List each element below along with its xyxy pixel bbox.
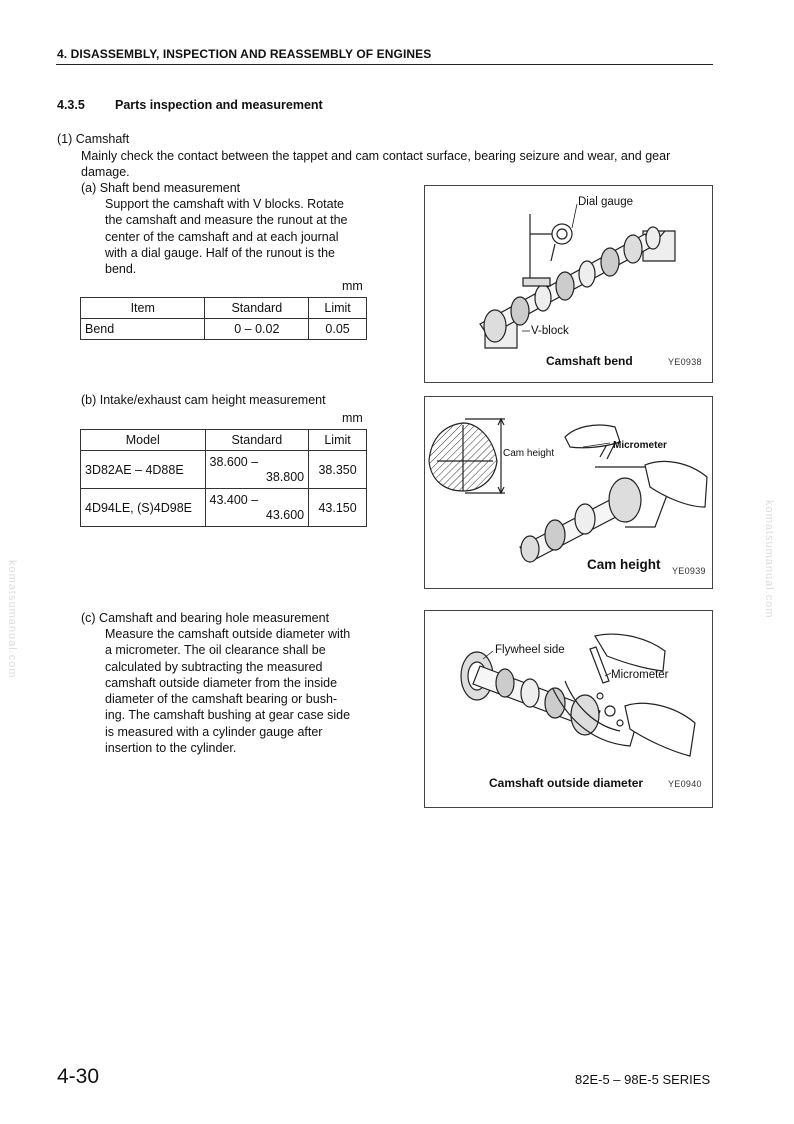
shaft-bend-line: bend. — [105, 262, 137, 277]
cam-height-table — [80, 429, 367, 527]
camshaft-intro-line-2: damage. — [81, 165, 130, 179]
table-cell: Bend — [81, 319, 205, 340]
header-rule — [56, 64, 713, 65]
series-label: 82E-5 – 98E-5 SERIES — [575, 1072, 711, 1087]
bearing-hole-line: Measure the camshaft outside diameter with — [105, 627, 351, 641]
standard-upper: 38.800 — [265, 469, 305, 484]
section-number: 4.3.5 — [57, 98, 85, 112]
shaft-bend-line: the camshaft and measure the runout at the — [105, 213, 348, 228]
figure-camshaft-bend — [424, 185, 713, 383]
bearing-hole-heading: (c) Camshaft and bearing hole measurement — [81, 611, 330, 625]
bearing-hole-paragraph — [105, 626, 366, 756]
section-title: Parts inspection and measurement — [115, 98, 323, 112]
table-cell-standard — [205, 451, 309, 489]
shaft-bend-unit: mm — [342, 279, 363, 293]
table-cell-limit: 38.350 — [309, 451, 367, 489]
table-header-cell: Limit — [309, 298, 367, 319]
bearing-hole-line: insertion to the cylinder. — [105, 741, 237, 756]
standard-lower: 38.600 – — [209, 454, 259, 469]
table-header-cell: Item — [81, 298, 205, 319]
table-header-cell: Standard — [205, 298, 309, 319]
running-header: 4. DISASSEMBLY, INSPECTION AND REASSEMBLY OF ENGINES — [57, 47, 432, 61]
camshaft-bend-illustration — [425, 186, 712, 382]
shaft-bend-line: with a dial gauge. Half of the runout is the — [105, 245, 336, 260]
figure-code: YE0938 — [668, 357, 702, 367]
watermark-right: komatsumanual.com — [763, 500, 775, 619]
bearing-hole-line: ing. The camshaft bushing at gear case side — [105, 708, 351, 723]
table-row — [81, 489, 367, 527]
shaft-bend-line: center of the camshaft and at each journal — [105, 229, 339, 244]
shaft-bend-heading: (a) Shaft bend measurement — [81, 181, 241, 195]
table-cell: 0.05 — [309, 319, 367, 340]
figure-code: YE0939 — [672, 566, 706, 576]
page-number: 4-30 — [57, 1065, 100, 1088]
table-cell-limit: 43.150 — [309, 489, 367, 527]
bearing-hole-line: camshaft outside diameter from the inside — [105, 675, 338, 690]
standard-lower: 43.400 – — [209, 492, 259, 507]
camshaft-heading: (1) Camshaft — [57, 132, 130, 146]
label-micrometer: Micrometer — [613, 440, 667, 451]
table-header-cell: Standard — [205, 430, 309, 451]
table-cell: 0 – 0.02 — [205, 319, 309, 340]
label-v-block: V-block — [531, 325, 569, 337]
bearing-hole-line: a micrometer. The oil clearance shall be — [105, 643, 326, 658]
figure-caption: Camshaft outside diameter — [489, 776, 644, 790]
table-cell-model: 4D94LE, (S)4D98E — [81, 489, 206, 527]
table-cell-model: 3D82AE – 4D88E — [81, 451, 206, 489]
shaft-bend-table — [80, 297, 367, 340]
camshaft-intro-line-1: Mainly check the contact between the tappet and cam contact surface, bearing seizure and wear, and gear — [81, 149, 671, 163]
bearing-hole-line: diameter of the camshaft bearing or bush- — [105, 692, 338, 707]
figure-caption: Cam height — [587, 557, 661, 572]
cam-height-heading: (b) Intake/exhaust cam height measurement — [81, 393, 326, 407]
table-header-cell: Limit — [309, 430, 367, 451]
shaft-bend-paragraph — [105, 196, 366, 277]
cam-height-illustration — [425, 397, 712, 588]
table-header-cell: Model — [81, 430, 206, 451]
table-row — [81, 319, 367, 340]
cam-height-unit: mm — [342, 411, 363, 425]
shaft-bend-line: Support the camshaft with V blocks. Rotate — [105, 197, 345, 211]
figure-caption: Camshaft bend — [546, 354, 633, 368]
watermark-left: komatsumanual.com — [6, 560, 18, 679]
label-cam-height: Cam height — [503, 448, 555, 459]
table-header-row — [81, 430, 367, 451]
table-row — [81, 451, 367, 489]
figure-camshaft-outside-diameter — [424, 610, 713, 808]
figure-code: YE0940 — [668, 779, 702, 789]
bearing-hole-line: is measured with a cylinder gauge after — [105, 724, 323, 739]
bearing-hole-line: calculated by subtracting the measured — [105, 659, 323, 674]
table-header-row — [81, 298, 367, 319]
label-flywheel-side: Flywheel side — [495, 644, 565, 656]
table-cell-standard — [205, 489, 309, 527]
standard-upper: 43.600 — [265, 507, 305, 522]
figure-cam-height — [424, 396, 713, 589]
label-micrometer: Micrometer — [611, 669, 669, 681]
label-dial-gauge: Dial gauge — [578, 196, 633, 208]
